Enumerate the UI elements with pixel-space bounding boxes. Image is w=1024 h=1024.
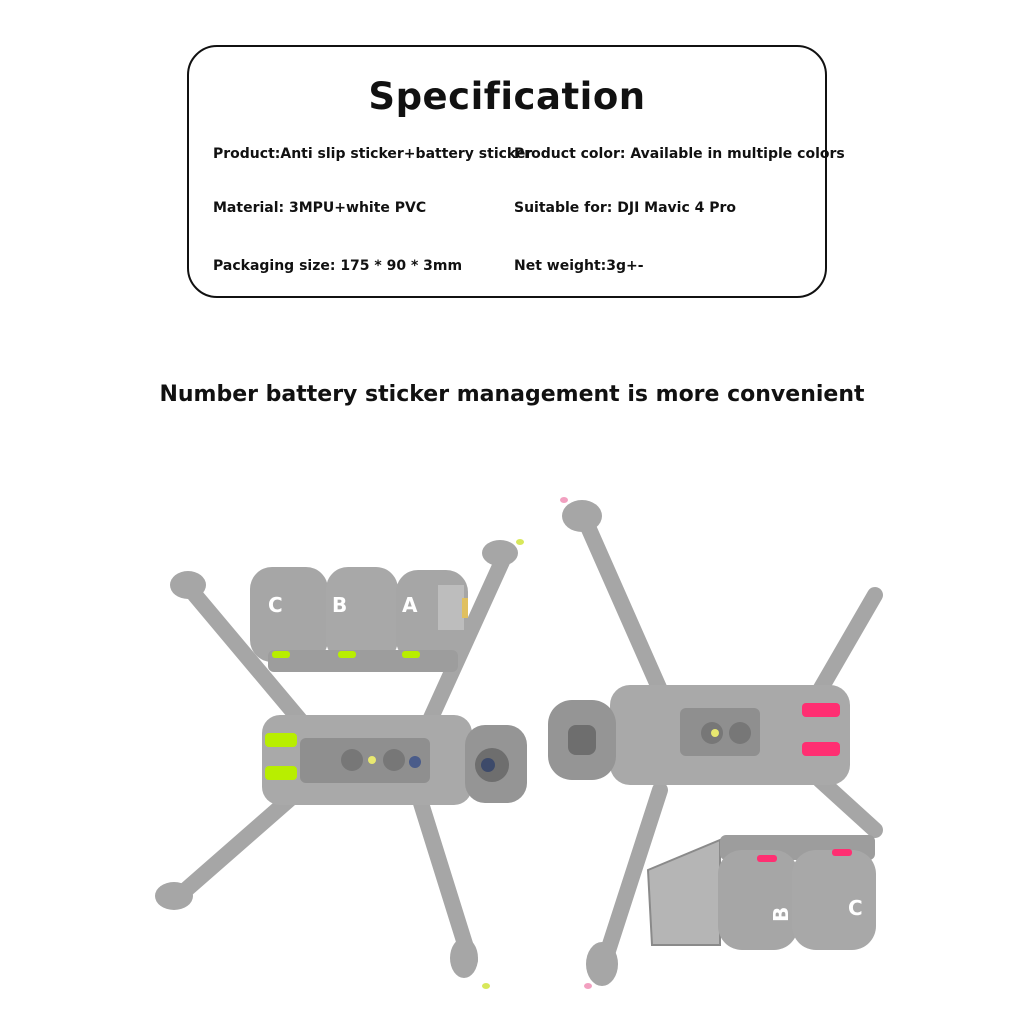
right-drone [548,497,876,989]
right-sensor-2 [729,722,751,744]
right-battery-label-c: C [848,896,863,920]
left-sensor-1 [341,749,363,771]
right-foot-bl [586,942,618,986]
left-foot-bl [155,882,193,910]
right-battery-sticker-c [832,849,852,856]
right-battery-tray [648,840,720,945]
left-foot-br [450,938,478,978]
right-foot-tl [562,500,602,532]
spec-title: Specification [368,75,646,118]
left-green-sticker-1 [265,733,297,747]
left-led [368,756,376,764]
left-foot-tr [482,540,518,566]
left-battery-tab [462,598,468,618]
spec-suitable-for: Suitable for: DJI Mavic 4 Pro [514,200,737,216]
spec-product-color: Product color: Available in multiple colors [514,146,845,162]
left-battery-label-a: A [402,593,418,617]
left-battery-sticker-c [272,651,290,658]
left-blue-dot [409,756,421,768]
left-tip-tr [516,539,524,545]
left-battery-label-c: C [268,593,283,617]
spec-net-weight: Net weight:3g+- [514,258,644,274]
spec-product: Product:Anti slip sticker+battery sticker [213,146,533,162]
right-tip-bl [584,983,592,989]
left-foot-tl [170,571,206,599]
left-battery-sticker-a [402,651,420,658]
right-pink-sticker-1 [802,703,840,717]
left-battery-sticker-b [338,651,356,658]
right-battery-label-b: B [769,906,793,922]
left-camera-glass [481,758,495,772]
left-green-sticker-2 [265,766,297,780]
left-drone [155,539,527,989]
left-battery-label-b: B [332,593,348,617]
right-led [711,729,719,737]
left-tip-br [482,983,490,989]
left-battery-c [250,567,328,662]
left-battery-pack [250,567,468,672]
left-sensor-2 [383,749,405,771]
right-camera-lens [568,725,596,755]
right-battery-pack [648,835,876,950]
right-battery-b [718,850,798,950]
right-tip-tl [560,497,568,503]
right-pink-sticker-2 [802,742,840,756]
spec-material: Material: 3MPU+white PVC [213,200,427,216]
right-battery-c [792,850,876,950]
headline: Number battery sticker management is more convenient [159,382,865,407]
right-battery-sticker-b [757,855,777,862]
left-battery-base [268,650,458,672]
left-battery-label [438,585,464,630]
spec-packaging-size: Packaging size: 175 * 90 * 3mm [213,258,463,274]
